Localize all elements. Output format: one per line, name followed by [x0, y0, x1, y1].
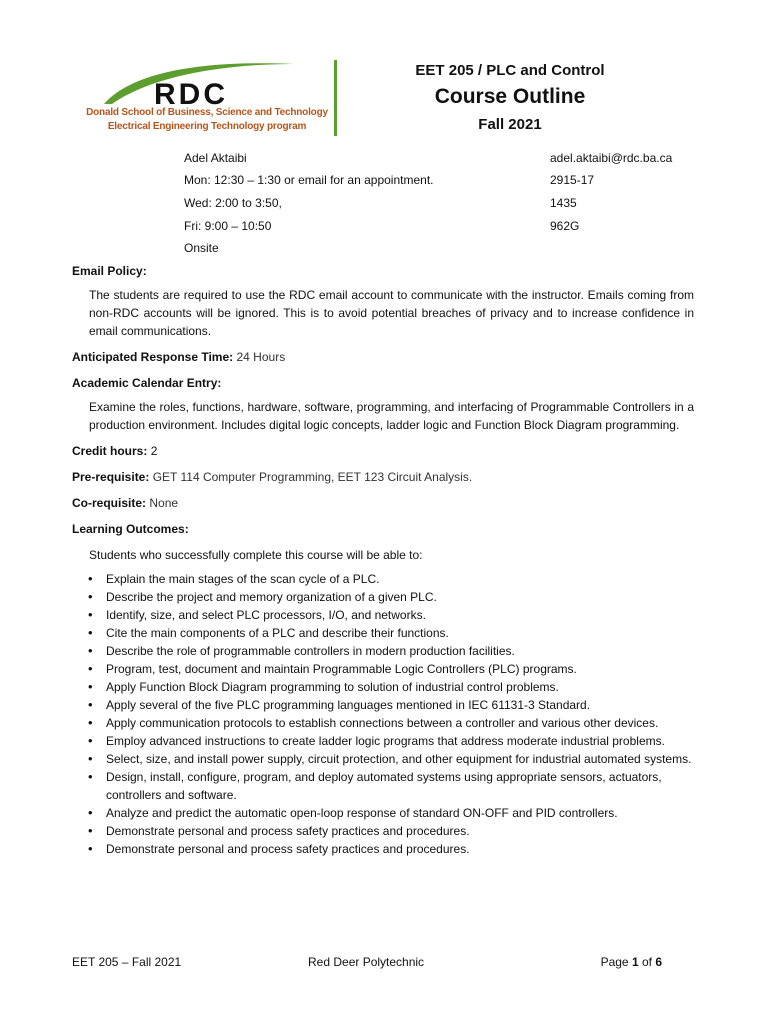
- corequisite-label: Co-requisite:: [72, 496, 147, 510]
- email-value: adel.aktaibi@rdc.ba.ca: [550, 151, 673, 165]
- email-policy-text: The students are required to use the RDC email account to communicate with the instructor. Emails coming from non-RDC accounts will be ignored. This is to avoid potential breaches of privacy and to increase confidence in email communications.: [89, 288, 694, 338]
- instructor-value: Adel Aktaibi: [184, 151, 247, 165]
- logo-wordmark: RDC: [154, 78, 228, 108]
- outcomes-heading: Learning Outcomes:: [72, 522, 189, 536]
- list-item: • Demonstrate personal and process safety practices and procedures.: [106, 822, 694, 840]
- classroom-value: 1435: [550, 196, 577, 210]
- page-title: Course Outline: [434, 85, 586, 108]
- list-item: • Explain the main stages of the scan cycle of a PLC.: [106, 570, 694, 588]
- list-item: • Apply Function Block Diagram programming to solution of industrial control problems.: [106, 678, 694, 696]
- course-code: EET 205 / PLC and Control: [415, 62, 605, 79]
- list-item: • Employ advanced instructions to create ladder logic programs that address moderate industrial problems.: [106, 732, 694, 750]
- corequisite-value: None: [149, 496, 179, 510]
- page-total: 6: [655, 955, 662, 969]
- rdc-logo: [82, 58, 332, 142]
- course-term: Fall 2021: [478, 116, 542, 133]
- response-time-label: Anticipated Response Time:: [72, 350, 234, 364]
- outcomes-list: [72, 570, 694, 858]
- list-item: • Design, install, configure, program, and deploy automated systems using appropriate sensors, actuators, controllers and software.: [106, 768, 694, 804]
- lab-time-value: Fri: 9:00 – 10:50: [184, 219, 272, 233]
- school-name: Donald School of Business, Science and Technology: [86, 107, 328, 118]
- office-hours-value: Mon: 12:30 – 1:30 or email for an appointment.: [184, 173, 434, 187]
- list-item: • Apply communication protocols to establish connections between a controller and various other devices.: [106, 714, 694, 732]
- page-of: of: [638, 955, 656, 969]
- office-value: 2915-17: [550, 173, 595, 187]
- list-item: • Program, test, document and maintain Programmable Logic Controllers (PLC) programs.: [106, 660, 694, 678]
- calendar-heading: Academic Calendar Entry:: [72, 376, 222, 390]
- list-item: • Cite the main components of a PLC and describe their functions.: [106, 624, 694, 642]
- corequisite: [72, 494, 694, 512]
- response-time-value: 24 Hours: [236, 350, 286, 364]
- footer-institution: Red Deer Polytechnic: [308, 955, 425, 969]
- document-body: [72, 262, 694, 858]
- delivery-value: Onsite: [184, 241, 219, 255]
- footer-course: EET 205 – Fall 2021: [72, 955, 182, 969]
- credit-hours-value: 2: [150, 444, 158, 458]
- outcomes-intro: Students who successfully complete this course will be able to:: [89, 548, 423, 562]
- program-name: Electrical Engineering Technology program: [107, 121, 307, 132]
- response-time: [72, 348, 694, 366]
- page-footer: [72, 955, 662, 973]
- calendar-text: Examine the roles, functions, hardware, software, programming, and interfacing of Programmable Controllers in a production environment. Includes digital logic concepts, ladder logic and Function Block Diagram programming.: [89, 400, 694, 432]
- list-item: • Describe the role of programmable controllers in modern production facilities.: [106, 642, 694, 660]
- credit-hours-label: Credit hours:: [72, 444, 148, 458]
- prerequisite-label: Pre-requisite:: [72, 470, 150, 484]
- email-policy-heading: Email Policy:: [72, 264, 147, 278]
- page-number: [601, 955, 662, 969]
- list-item: • Demonstrate personal and process safety practices and procedures.: [106, 840, 694, 858]
- lab-room-value: 962G: [550, 219, 580, 233]
- credit-hours: [72, 442, 694, 460]
- page-current: 1: [631, 955, 639, 969]
- list-item: • Analyze and predict the automatic open-loop response of standard ON-OFF and PID controllers.: [106, 804, 694, 822]
- class-time-value: Wed: 2:00 to 3:50,: [184, 196, 282, 210]
- header-divider: [334, 60, 337, 136]
- prerequisite-value: GET 114 Computer Programming, EET 123 Circuit Analysis.: [152, 470, 473, 484]
- prerequisite: [72, 468, 694, 486]
- course-header: [380, 60, 640, 136]
- list-item: • Describe the project and memory organization of a given PLC.: [106, 588, 694, 606]
- list-item: • Identify, size, and select PLC processors, I/O, and networks.: [106, 606, 694, 624]
- list-item: • Select, size, and install power supply, circuit protection, and other equipment for industrial automated systems.: [106, 750, 694, 768]
- rdc-logo-swoosh-icon: [82, 58, 332, 108]
- list-item: • Apply several of the five PLC programming languages mentioned in IEC 61131-3 Standard.: [106, 696, 694, 714]
- page-prefix: Page: [600, 955, 632, 969]
